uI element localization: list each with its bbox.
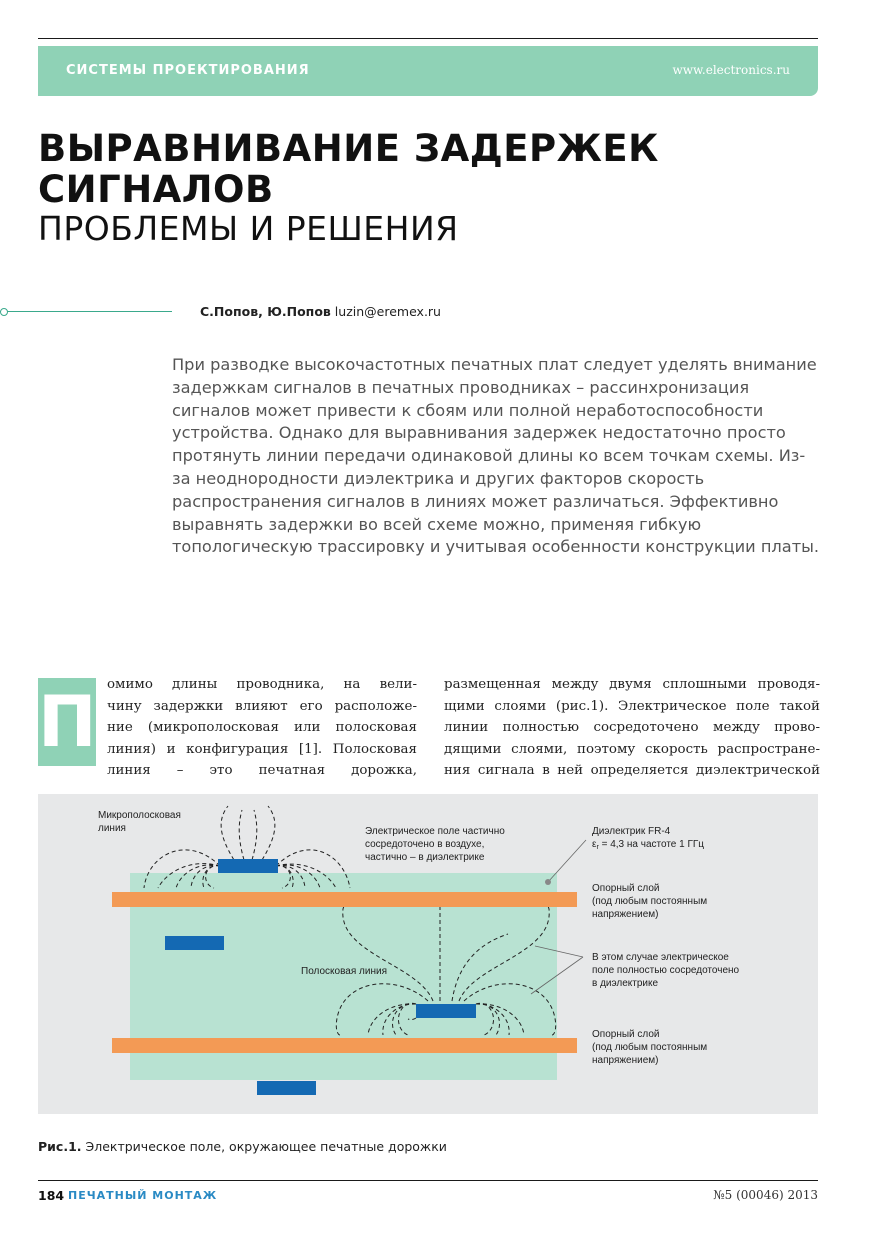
dielectric-pointer-dot	[545, 879, 551, 885]
body-line: размещенная между двумя сплошными проводя-	[444, 677, 820, 692]
body-line: омимо длины проводника, на вели-	[107, 677, 417, 692]
header-band	[38, 46, 818, 96]
ref-layer-top-label-2: (под любым постоянным	[592, 896, 708, 907]
figure-caption	[38, 1139, 447, 1154]
full-field-label-3: в диэлектрике	[592, 978, 659, 989]
dielectric-value: = 4,3 на частоте 1 ГГц	[598, 839, 705, 850]
dielectric-label-2	[592, 839, 704, 851]
partial-field-label-3: частично – в диэлектрике	[365, 852, 485, 863]
reference-layer-bottom	[112, 1038, 577, 1053]
ref-layer-bottom-label-3: напряжением)	[592, 1055, 659, 1066]
body-line: ние (микрополосковая или полосковая	[107, 720, 417, 735]
drop-cap-letter: П	[38, 681, 97, 763]
full-field-label-2: поле полностью сосредоточено	[592, 965, 740, 976]
author-email[interactable]: luzin@eremex.ru	[334, 304, 441, 319]
stripline-trace	[416, 1004, 476, 1018]
ref-layer-bottom-label-1: Опорный слой	[592, 1029, 660, 1040]
body-line: щими слоями (рис.1). Электрическое поле такой	[444, 698, 820, 714]
body-column-1	[107, 674, 417, 782]
stripline-label: Полосковая линия	[301, 966, 387, 977]
full-field-label-1: В этом случае электрическое	[592, 952, 729, 963]
partial-field-label-1: Электрическое поле частично	[365, 826, 505, 837]
caption-text: Электрическое поле, окружающее печатные дорожки	[81, 1139, 447, 1154]
section-name: СИСТЕМЫ ПРОЕКТИРОВАНИЯ	[66, 63, 310, 78]
microstrip-trace	[218, 859, 278, 873]
body-line: дящими слоями, поэтому скорость распростране-	[444, 741, 820, 757]
author-rule	[0, 311, 172, 312]
bottom-trace	[257, 1081, 316, 1095]
body-column-2	[444, 674, 820, 782]
lead-paragraph: При разводке высокочастотных печатных плат следует уделять внимание задержкам сигналов в печатных проводниках – рассинхронизация сигналов может привести к сбоям или полной неработоспособности устройства. Однако для выравнивания задержек недостаточно просто протянуть линии передачи одинаковой длины ко всем точкам схемы. Из-за неоднородности диэлектрика и других факторов скорость распространения сигналов в линиях может различаться. Эффективно выравнять задержки во всей схеме можно, применяя гибкую топологическую трассировку и учитывая особенности конструкции платы.	[172, 355, 820, 557]
body-line: линия – это печатная дорожка,	[107, 763, 417, 778]
body-line: линия) и конфигурация [1]. Полосковая	[107, 741, 417, 757]
dielectric-label-1: Диэлектрик FR-4	[592, 826, 671, 837]
ref-layer-top-label-1: Опорный слой	[592, 883, 660, 894]
title-line-2: СИГНАЛОВ	[38, 168, 274, 211]
ref-layer-bottom-label-2: (под любым постоянным	[592, 1042, 708, 1053]
epsilon-subscript: r	[596, 844, 599, 851]
drop-cap	[38, 678, 96, 766]
title-line-1: ВЫРАВНИВАНИЕ ЗАДЕРЖЕК	[38, 127, 659, 170]
issue-number: №5 (00046) 2013	[713, 1188, 818, 1202]
partial-field-label-2: сосредоточено в воздухе,	[365, 839, 485, 850]
article-subtitle: ПРОБЛЕМЫ И РЕШЕНИЯ	[38, 209, 459, 248]
page-number: 184	[38, 1188, 65, 1203]
microstrip-label-2: линия	[98, 823, 126, 834]
caption-label: Рис.1.	[38, 1139, 82, 1154]
site-url[interactable]: www.electronics.ru	[672, 63, 790, 77]
author-byline	[200, 304, 441, 319]
body-line: ния сигнала в ней определяется диэлектрической	[444, 763, 820, 778]
footer-rule	[38, 1180, 818, 1181]
field-diagram	[38, 794, 818, 1114]
journal-name: ПЕЧАТНЫЙ МОНТАЖ	[68, 1189, 218, 1202]
author-names: С.Попов, Ю.Попов	[200, 304, 331, 319]
figure-1	[38, 794, 818, 1114]
epsilon-symbol: ε	[592, 839, 597, 850]
article-title	[38, 128, 659, 210]
header-rule	[38, 38, 818, 39]
body-line: чину задержки влияют его расположе-	[107, 698, 417, 714]
inner-trace-left	[165, 936, 224, 950]
reference-layer-top	[112, 892, 577, 907]
microstrip-label-1: Микрополосковая	[98, 810, 181, 821]
author-rule-dot	[0, 308, 8, 316]
ref-layer-top-label-3: напряжением)	[592, 909, 659, 920]
body-line: линии полностью сосредоточено между прово-	[444, 720, 820, 735]
